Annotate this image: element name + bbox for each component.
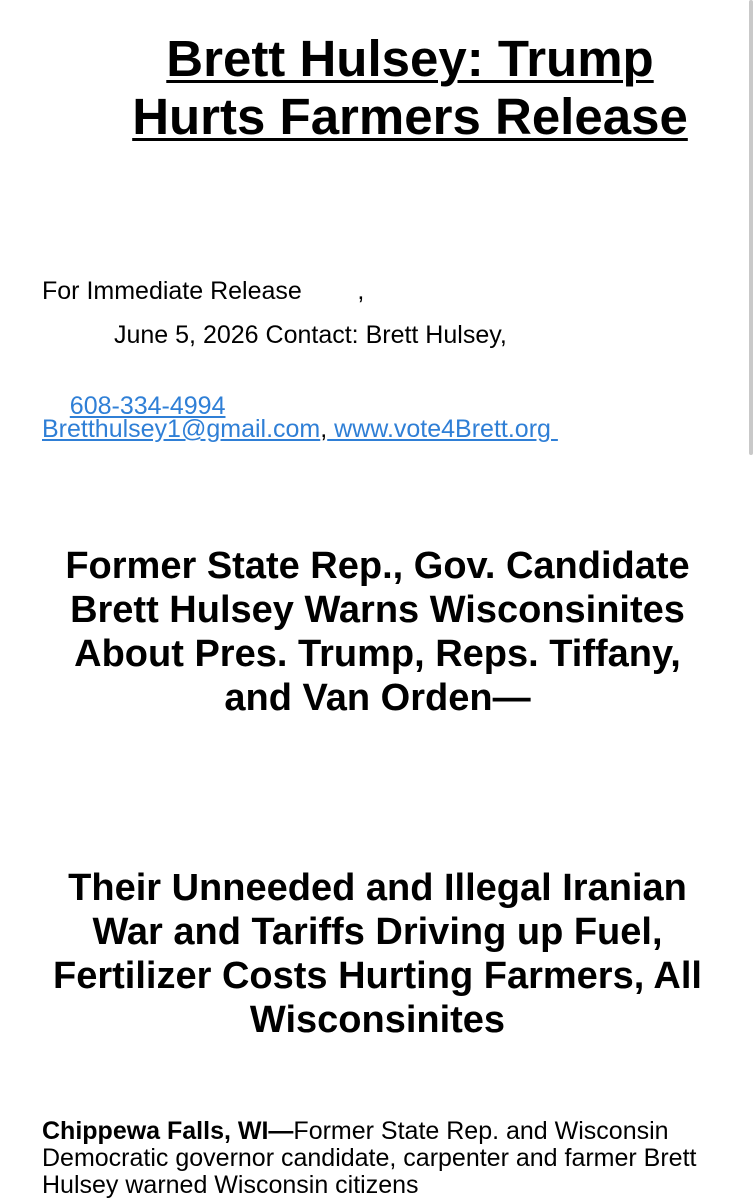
dateline: Chippewa Falls, WI— [42, 1117, 294, 1145]
body-paragraph [42, 1118, 722, 1199]
date-contact-line: June 5, 2026 Contact: Brett Hulsey, [114, 321, 507, 349]
body-text-start: Former State Rep. and Wisconsin Democratic governor candidate, carpenter and farmer Brett Hulsey warned Wisconsin citizens [42, 1117, 697, 1199]
email-website-row [42, 414, 558, 444]
website-link[interactable]: www.vote4Brett.org [327, 415, 558, 443]
release-line: For Immediate Release , [42, 277, 365, 305]
email-link[interactable]: Bretthulsey1@gmail.com [42, 415, 321, 443]
phone-link[interactable]: 608-334-4994 [69, 392, 226, 420]
headline-secondary: Their Unneeded and Illegal Iranian War and Tariffs Driving up Fuel, Fertilizer Costs Hurting Farmers, All Wisconsinites [53, 867, 702, 1041]
document-title-text: Brett Hulsey: Trump Hurts Farmers Release [132, 30, 688, 145]
headline-primary: Former State Rep., Gov. Candidate Brett Hulsey Warns Wisconsinites About Pres. Trump, Reps. Tiffany, and Van Orden— [65, 545, 690, 719]
separator-comma: , [320, 415, 328, 443]
document-title [110, 30, 710, 146]
scrollbar[interactable] [749, 0, 753, 455]
